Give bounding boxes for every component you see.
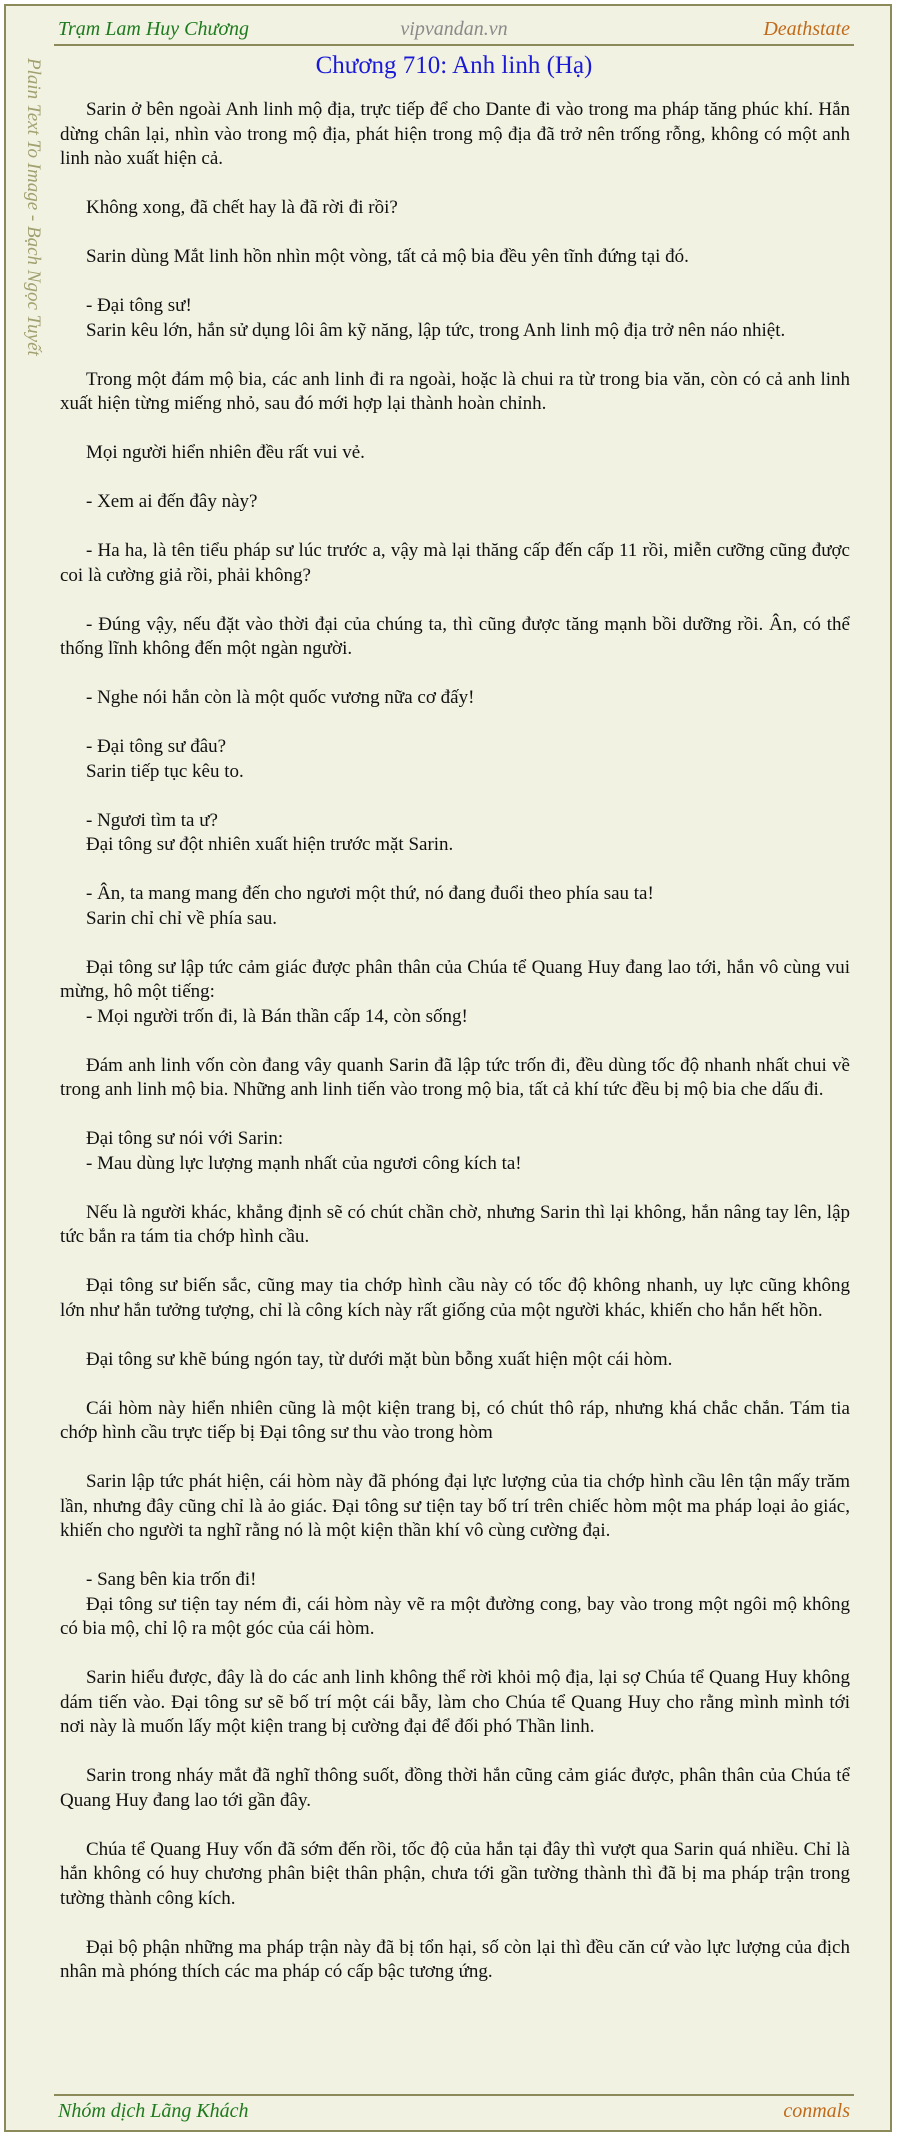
paragraph (60, 686, 850, 711)
paragraph (60, 882, 850, 931)
chapter-title: Chương 710: Anh linh (Hạ) (315, 52, 593, 79)
paragraph-line: Sarin hiểu được, đây là do các anh linh không thể rời khỏi mộ địa, lại sợ Chúa tể Quang Huy không dám tiến vào. Đại tông sư sẽ bố trí một cái bẫy, làm cho Chúa tể Quang Huy cho rằng mình mình tới nơi này là muốn lấy một kiện trang bị cường đại để đối phó Thần linh. (60, 1667, 850, 1737)
paragraph-line: Đại bộ phận những ma pháp trận này đã bị tổn hại, số còn lại thì đều căn cứ vào lực lượng của địch nhân mà phóng thích các ma pháp có cấp bậc tương ứng. (60, 1936, 850, 1982)
paragraph (60, 1936, 850, 1985)
paragraph (60, 613, 850, 662)
paragraph (60, 539, 850, 588)
paragraph-line: Trong một đám mộ bia, các anh linh đi ra ngoài, hoặc là chui ra từ trong bia văn, còn có cả anh linh xuất hiện từng miếng nhỏ, sau đó mới hợp lại thành hoàn chỉnh. (60, 368, 850, 414)
paragraph-line: Đại tông sư nói với Sarin: (86, 1128, 284, 1149)
paragraph-line: Đại tông sư đột nhiên xuất hiện trước mặt Sarin. (86, 834, 454, 855)
paragraph (60, 1397, 850, 1446)
paragraph-line: Sarin tiếp tục kêu to. (86, 760, 244, 782)
paragraph-line: - Đại tông sư đâu? (86, 736, 227, 757)
paragraph-line: Đại tông sư tiện tay ném đi, cái hòm này vẽ ra một đường cong, bay vào trong một ngôi mộ không có bia mộ, chỉ lộ ra một góc của cái hòm. (60, 1593, 850, 1639)
paragraph (60, 196, 850, 221)
paragraph-line: - Ha ha, là tên tiểu pháp sư lúc trước a, vậy mà lại thăng cấp đến cấp 11 rồi, miễn cưỡng cũng được coi là cường giả rồi, phải không? (60, 540, 850, 586)
paragraph (60, 1274, 850, 1323)
paragraph-line: Cái hòm này hiển nhiên cũng là một kiện trang bị, có chút thô ráp, nhưng khá chắc chắn. Tám tia chớp hình cầu trực tiếp bị Đại tông sư thu vào trong hòm (60, 1397, 850, 1443)
paragraph-line: Sarin kêu lớn, hắn sử dụng lôi âm kỹ năng, lập tức, trong Anh linh mộ địa trở nên náo nhiệt. (86, 319, 786, 341)
paragraph (60, 1666, 850, 1740)
paragraph-line: Không xong, đã chết hay là đã rời đi rồi? (86, 197, 398, 218)
paragraph-line: - Ân, ta mang mang đến cho ngươi một thứ, nó đang đuổi theo phía sau ta! (86, 883, 654, 904)
paragraph-line: Sarin chỉ chỉ về phía sau. (86, 907, 278, 929)
header-left-text: Trạm Lam Huy Chương (58, 18, 250, 40)
paragraph (60, 1348, 850, 1373)
paragraph (60, 956, 850, 1030)
paragraph (60, 1201, 850, 1250)
paragraph (60, 1838, 850, 1912)
paragraph (60, 1764, 850, 1813)
paragraph-line: - Đại tông sư! (86, 295, 192, 316)
paragraph (60, 1127, 850, 1176)
paragraph (60, 98, 850, 172)
paragraph-line: Sarin ở bên ngoài Anh linh mộ địa, trực tiếp để cho Dante đi vào trong ma pháp tăng phúc khí. Hắn dừng chân lại, nhìn vào trong mộ địa, phát hiện trong mộ địa đã trở nên trống rỗng, không có một anh linh nào xuất hiện cả. (60, 99, 850, 169)
paragraph-line: Nếu là người khác, khẳng định sẽ có chút chần chờ, nhưng Sarin thì lại không, hắn nâng tay lên, lập tức bắn ra tám tia chớp hình cầu. (60, 1201, 850, 1247)
paragraph (60, 368, 850, 417)
side-watermark-text: Plain Text To Image - Bạch Ngọc Tuyết (23, 58, 44, 356)
header-right-text: Deathstate (763, 18, 850, 40)
paragraph (60, 441, 850, 466)
paragraph-line: - Sang bên kia trốn đi! (86, 1569, 257, 1590)
chapter-body (60, 98, 850, 2009)
paragraph (60, 809, 850, 858)
paragraph-line: Đại tông sư khẽ búng ngón tay, từ dưới mặt bùn bỗng xuất hiện một cái hòm. (86, 1348, 673, 1370)
paragraph-line: Đám anh linh vốn còn đang vây quanh Sarin đã lập tức trốn đi, đều dùng tốc độ nhanh nhất chui về trong anh linh mộ bia. Những anh linh tiến vào trong mộ bia, tất cả khí tức đều bị mộ bia che dấu đi. (60, 1054, 850, 1100)
paragraph-line: - Xem ai đến đây này? (86, 491, 258, 512)
footer-right-text: conmals (783, 2100, 850, 2122)
page-footer (54, 2094, 854, 2126)
page-frame (4, 4, 892, 2132)
paragraph-line: - Mọi người trốn đi, là Bán thần cấp 14, còn sống! (86, 1005, 468, 1027)
paragraph-line: Đại tông sư lập tức cảm giác được phân thân của Chúa tể Quang Huy đang lao tới, hắn vô cùng vui mừng, hô một tiếng: (60, 956, 850, 1002)
paragraph-line: Sarin trong nháy mắt đã nghĩ thông suốt, đồng thời hắn cũng cảm giác được, phân thân của Chúa tể Quang Huy đang lao tới gần đây. (60, 1765, 850, 1811)
paragraph-line: - Mau dùng lực lượng mạnh nhất của ngươi công kích ta! (86, 1152, 522, 1174)
paragraph-line: Đại tông sư biến sắc, cũng may tia chớp hình cầu này có tốc độ không nhanh, uy lực cũng không lớn như hắn tưởng tượng, chỉ là công kích này rất giống của một người khác, khiến cho hắn hết hồn. (60, 1275, 850, 1321)
paragraph-line: Sarin dùng Mắt linh hồn nhìn một vòng, tất cả mộ bia đều yên tĩnh đứng tại đó. (86, 246, 689, 267)
paragraph (60, 735, 850, 784)
page-header (54, 14, 854, 46)
paragraph-line: - Đúng vậy, nếu đặt vào thời đại của chúng ta, thì cũng được tăng mạnh bồi dưỡng rồi. Ân, có thể thống lĩnh không đến một ngàn người. (60, 613, 850, 659)
paragraph-line: - Nghe nói hắn còn là một quốc vương nữa cơ đấy! (86, 687, 475, 708)
paragraph (60, 1470, 850, 1544)
paragraph-line: - Ngươi tìm ta ư? (86, 809, 218, 831)
paragraph (60, 1054, 850, 1103)
paragraph (60, 294, 850, 343)
footer-left-text: Nhóm dịch Lãng Khách (58, 2100, 249, 2122)
paragraph-line: Sarin lập tức phát hiện, cái hòm này đã phóng đại lực lượng của tia chớp hình cầu lên tận mấy trăm lần, nhưng đây cũng chỉ là ảo giác. Đại tông sư tiện tay bố trí trên chiếc hòm một ma pháp loại ảo giác, khiến cho người ta nghĩ rằng nó là một kiện thần khí vô cùng cường đại. (60, 1471, 850, 1541)
header-site-text: vipvandan.vn (400, 18, 508, 40)
paragraph-line: Mọi người hiển nhiên đều rất vui vẻ. (86, 442, 365, 463)
paragraph (60, 490, 850, 515)
paragraph-line: Chúa tể Quang Huy vốn đã sớm đến rồi, tốc độ của hắn tại đây thì vượt qua Sarin quá nhiều. Chỉ là hắn không có huy chương phân biệt thân phận, chưa tới gần tường thành thì đã bị ma pháp trận trong tường thành công kích. (60, 1838, 850, 1909)
paragraph (60, 1568, 850, 1642)
paragraph (60, 245, 850, 270)
